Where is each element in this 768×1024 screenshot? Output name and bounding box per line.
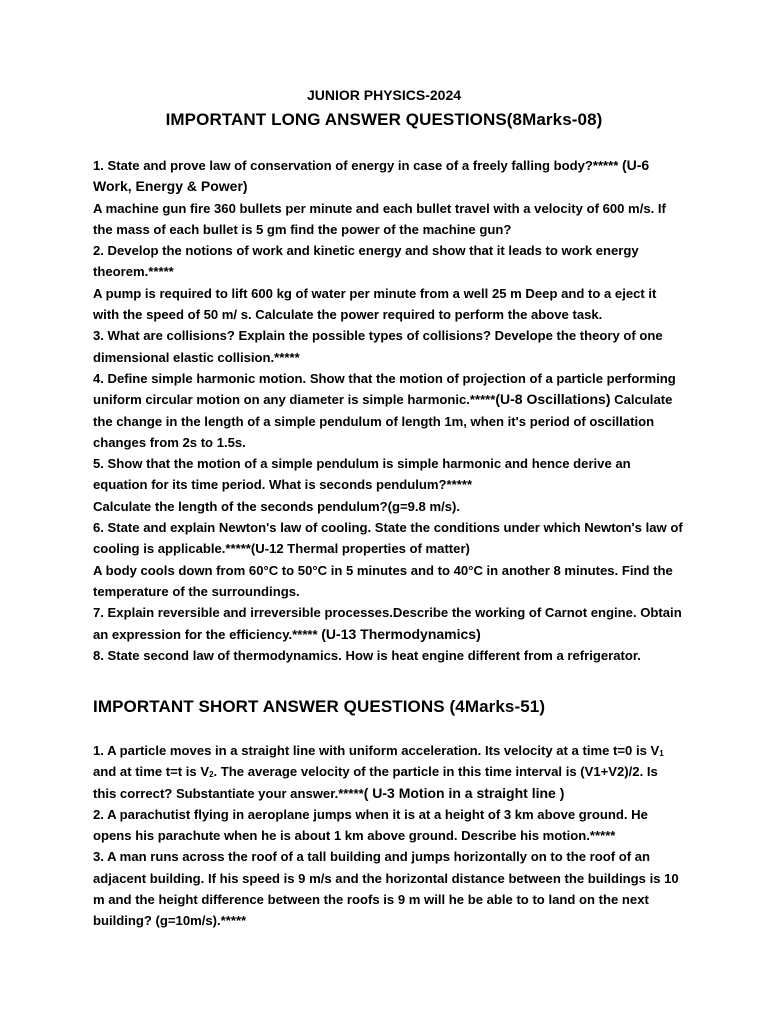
line-text: 2. Develop the notions of work and kinetic energy and show that it leads to work energy bbox=[93, 243, 639, 259]
question-text-line bbox=[93, 240, 693, 261]
question-text-line bbox=[93, 496, 693, 517]
short-answer-heading: IMPORTANT SHORT ANSWER QUESTIONS (4Marks-51) bbox=[93, 697, 546, 716]
unit-tag: (U-13 Thermodynamics) bbox=[321, 625, 481, 642]
line-text: dimensional elastic collision.***** bbox=[93, 349, 300, 365]
question-text-line bbox=[93, 389, 693, 410]
subscript: 1 bbox=[659, 749, 664, 758]
line-text: 3. A man runs across the roof of a tall building and jumps horizontally on to the roof of an bbox=[93, 849, 650, 865]
question-text-line bbox=[93, 624, 693, 645]
question-text-line bbox=[93, 645, 693, 666]
line-text: m and the height difference between the roofs is 9 m will he be able to to land on the next bbox=[93, 892, 649, 908]
line-text: 3. What are collisions? Explain the possible types of collisions? Develope the theory of one bbox=[93, 328, 663, 344]
question-text-line bbox=[93, 283, 693, 304]
question-text-line bbox=[93, 325, 693, 346]
question-text-line bbox=[93, 347, 693, 368]
line-text: changes from 2s to 1.5s. bbox=[93, 434, 246, 450]
line-text: an expression for the efficiency.***** bbox=[93, 626, 322, 642]
question-text-line bbox=[93, 868, 693, 889]
question-text-line bbox=[93, 602, 693, 623]
line-text: with the speed of 50 m/ s. Calculate the power required to perform the above task. bbox=[93, 307, 603, 323]
line-text: 7. Explain reversible and irreversible processes.Describe the working of Carnot engine. Obtain bbox=[93, 605, 682, 621]
question-text-line bbox=[93, 804, 693, 825]
line-text: this correct? Substantiate your answer.***** bbox=[93, 785, 364, 801]
line-text: 1. A particle moves in a straight line with uniform acceleration. Its velocity at a time t=0 is V bbox=[93, 743, 660, 758]
unit-tag: (U-6 bbox=[622, 157, 650, 173]
line-text: uniform circular motion on any diameter is simple harmonic.***** bbox=[93, 392, 496, 408]
line-text-continued: Calculate bbox=[610, 392, 673, 408]
question-text-line bbox=[93, 304, 693, 325]
line-text: Calculate the length of the seconds pendulum?(g=9.8 m/s). bbox=[93, 498, 461, 514]
line-text: A body cools down from 60°C to 50°C in 5 minutes and to 40°C in another 8 minutes. Find the bbox=[93, 562, 673, 578]
subscript: 2 bbox=[209, 770, 214, 780]
line-text: the change in the length of a simple pendulum of length 1m, when it's period of oscillation bbox=[93, 413, 655, 429]
question-text-line bbox=[93, 155, 693, 176]
unit-tag: ( U-3 Motion in a straight line ) bbox=[363, 784, 565, 801]
line-text: theorem.***** bbox=[93, 264, 174, 280]
question-text-line bbox=[93, 761, 693, 782]
long-answer-heading: IMPORTANT LONG ANSWER QUESTIONS(8Marks-08) bbox=[165, 110, 603, 129]
unit-tag: (U-8 Oscillations) bbox=[495, 391, 611, 408]
question-text-line bbox=[93, 176, 693, 197]
line-text-continued: . The average velocity of the particle in this time interval is (V1+V2)/2. Is bbox=[213, 764, 658, 780]
question-text-line bbox=[93, 453, 693, 474]
question-text-line bbox=[93, 474, 693, 495]
question-text-line bbox=[93, 261, 693, 282]
question-text-line bbox=[93, 581, 693, 602]
question-text-line bbox=[93, 198, 693, 219]
question-text-line bbox=[93, 560, 693, 581]
exam-title: JUNIOR PHYSICS-2024 bbox=[306, 87, 462, 103]
line-text: the mass of each bullet is 5 gm find the power of the machine gun? bbox=[93, 221, 512, 237]
question-text-line bbox=[93, 783, 693, 804]
short-answer-questions bbox=[93, 740, 693, 932]
line-text: building? (g=10m/s).***** bbox=[93, 913, 247, 929]
line-text: 4. Define simple harmonic motion. Show that the motion of projection of a particle performing bbox=[93, 370, 676, 386]
line-text: 2. A parachutist flying in aeroplane jumps when it is at a height of 3 km above ground. He bbox=[93, 806, 648, 822]
question-text-line bbox=[93, 368, 693, 389]
question-text-line bbox=[93, 889, 693, 910]
line-text: equation for its time period. What is seconds pendulum?***** bbox=[93, 477, 473, 493]
line-text: cooling is applicable.*****(U-12 Thermal properties of matter) bbox=[93, 541, 470, 557]
line-text: A pump is required to lift 600 kg of water per minute from a well 25 m Deep and to a eject it bbox=[93, 285, 657, 301]
question-text-line bbox=[93, 910, 693, 931]
line-text: opens his parachute when he is about 1 km above ground. Describe his motion.***** bbox=[93, 828, 616, 844]
line-text: and at time t=t is V bbox=[93, 764, 210, 780]
question-text-line bbox=[93, 411, 693, 432]
long-answer-questions bbox=[93, 155, 693, 666]
line-text: 5. Show that the motion of a simple pendulum is simple harmonic and hence derive an bbox=[93, 456, 631, 472]
line-text: adjacent building. If his speed is 9 m/s and the horizontal distance between the buildings is 10 bbox=[93, 870, 679, 886]
line-text: A machine gun fire 360 bullets per minute and each bullet travel with a velocity of 600 m/s. If bbox=[93, 200, 666, 216]
question-text-line bbox=[93, 517, 693, 538]
line-text: 8. State second law of thermodynamics. How is heat engine different from a refrigerator. bbox=[93, 647, 641, 663]
question-text-line bbox=[93, 538, 693, 559]
line-text: 1. State and prove law of conservation of energy in case of a freely falling body?***** bbox=[93, 158, 622, 173]
line-text: temperature of the surroundings. bbox=[93, 583, 300, 599]
question-text-line bbox=[93, 219, 693, 240]
question-text-line bbox=[93, 432, 693, 453]
question-text-line bbox=[93, 740, 693, 761]
question-text-line bbox=[93, 846, 693, 867]
question-text-line bbox=[93, 825, 693, 846]
unit-tag: Work, Energy & Power) bbox=[93, 178, 248, 195]
line-text: 6. State and explain Newton's law of cooling. State the conditions under which Newton's law of bbox=[93, 520, 683, 536]
